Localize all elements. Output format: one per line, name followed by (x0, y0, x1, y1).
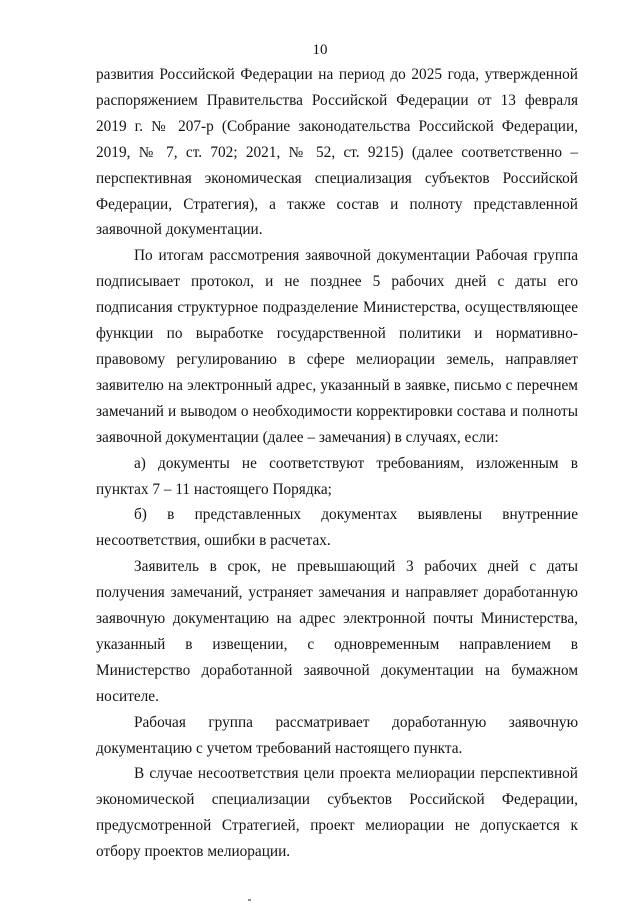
body-text (96, 62, 578, 865)
paragraph-working-group-review: Рабочая группа рассматривает доработанную заявочную документацию с учетом требований настоящего пункта. (96, 713, 578, 757)
paragraph-continuation: развития Российской Федерации на период до 2025 года, утвержденной распоряжением Правительства Российской Федерации от 13 февраля 2019 г. № 207-р (Собрание законодательства Российской Федерации, 2019, № 7, ст. 702; 2021, № 52, ст. 9215) (далее соответственно – перспективная экономическая специализация субъектов Российской Федерации, Стратегия), а также состав и полноту представленной заявочной документации. (96, 66, 578, 239)
scan-speck (248, 899, 251, 901)
list-item-a: а) документы не соответствуют требованиям, изложенным в пунктах 7 – 11 настоящего Порядка; (96, 454, 578, 498)
paragraph-non-compliance: В случае несоответствия цели проекта мелиорации перспективной экономической специализации субъектов Российской Федерации, предусмотренной Стратегией, проект мелиорации не допускается к отбору проектов мелиорации. (96, 765, 578, 861)
page-number: 10 (312, 42, 328, 58)
list-item-b: б) в представленных документах выявлены внутренние несоответствия, ошибки в расчетах. (96, 506, 578, 550)
paragraph-review-results: По итогам рассмотрения заявочной документации Рабочая группа подписывает протокол, и не позднее 5 рабочих дней с даты его подписания структурное подразделение Министерства, осуществляющее функции по выработке государственной политики и нормативно-правовому регулированию в сфере мелиорации земель, направляет заявителю на электронный адрес, указанный в заявке, письмо с перечнем замечаний и выводом о необходимости корректировки состава и полноты заявочной документации (далее – замечания) в случаях, если: (96, 247, 578, 446)
paragraph-applicant-deadline: Заявитель в срок, не превышающий 3 рабочих дней с даты получения замечаний, устраняет замечания и направляет доработанную заявочную документацию на адрес электронной почты Министерства, указанный в извещении, с одновременным направлением в Министерство доработанной заявочной документации на бумажном носителе. (96, 558, 578, 705)
